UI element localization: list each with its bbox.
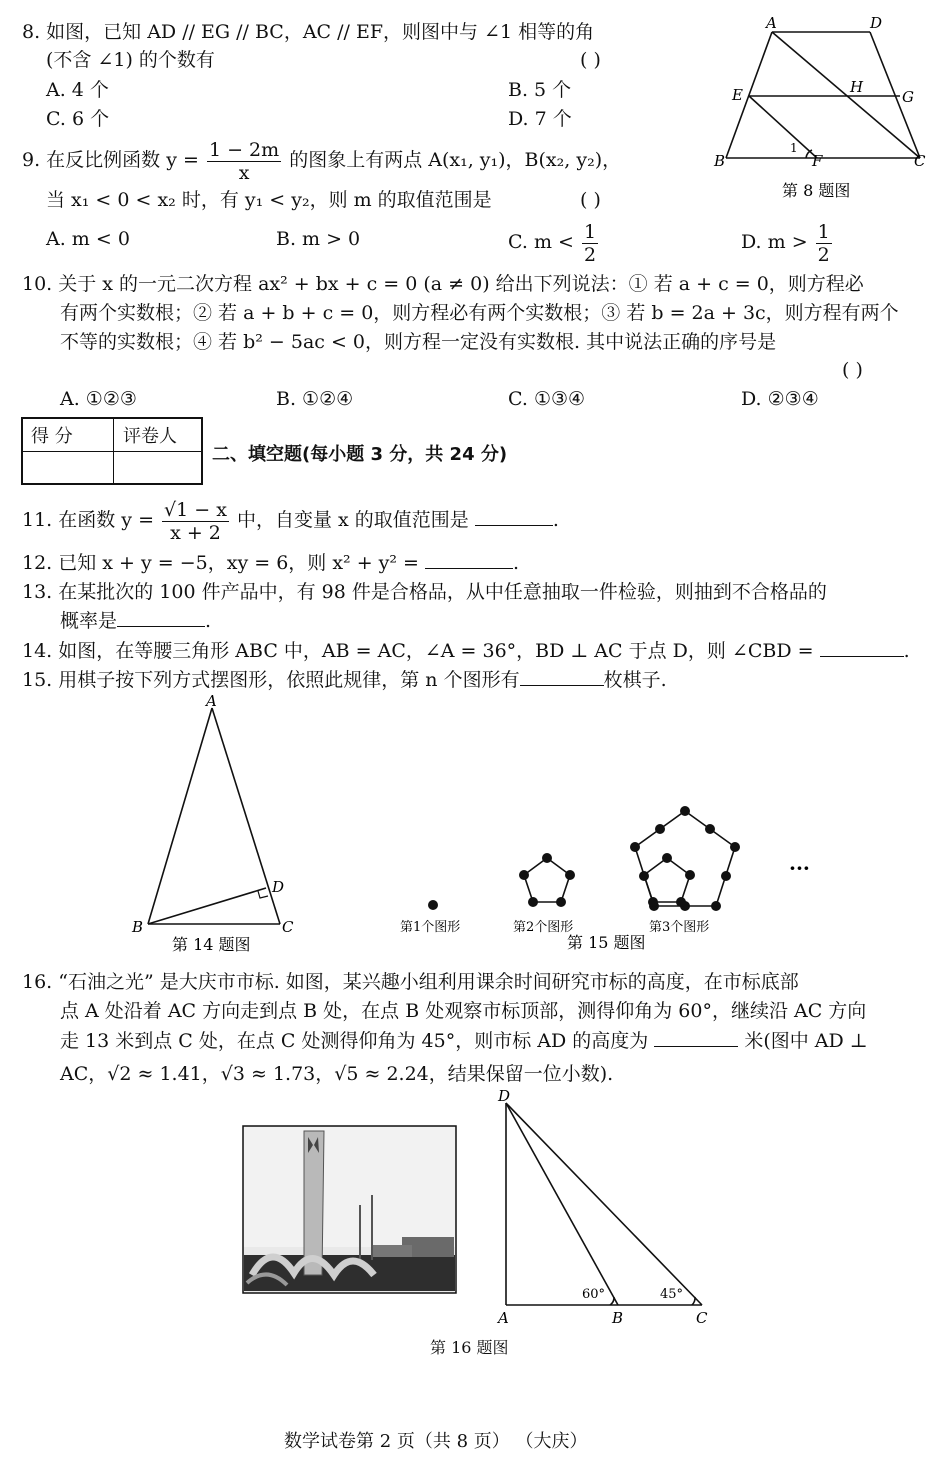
q16-label-a: A <box>498 1309 509 1327</box>
q13-line2-text: 概率是 <box>60 610 118 632</box>
q8-label-angle1: 1 <box>790 141 798 155</box>
q11-fraction-den: x + 2 <box>170 521 221 544</box>
q15-text: 15. 用棋子按下列方式摆图形，依照此规律，第 n 个图形有 <box>22 669 520 691</box>
q8-figure <box>700 10 950 200</box>
q8-option-a: A. 4 个 <box>46 79 109 101</box>
q16-answer-blank[interactable] <box>654 1026 738 1047</box>
q11-suffix: 中，自变量 x 的取值范围是 <box>237 509 469 531</box>
score-label: 得 分 <box>31 426 73 447</box>
q11-end: . <box>552 509 559 531</box>
q8-label-e: E <box>732 86 743 104</box>
q15-caption: 第 15 题图 <box>567 933 646 952</box>
q13-answer-blank[interactable] <box>117 606 205 627</box>
q9-option-d-prefix: D. m > <box>741 231 808 253</box>
q9-option-d <box>741 218 834 266</box>
q8-label-b: B <box>714 152 726 170</box>
q9-option-a: A. m < 0 <box>46 228 130 250</box>
q10-line2: 有两个实数根；② 若 a + b + c = 0，则方程必有两个实数根；③ 若 b = 2a + 3c，则方程有两个 <box>60 302 899 324</box>
q12-line <box>22 548 519 578</box>
q8-label-d: D <box>870 14 883 32</box>
q16-angle-45: 45° <box>660 1287 684 1302</box>
q8-caption: 第 8 题图 <box>782 181 851 200</box>
page-footer: 数学试卷第 2 页（共 8 页） （大庆） <box>284 1431 588 1452</box>
q16-line3 <box>60 1026 868 1056</box>
q9-line2: 当 x₁ < 0 < x₂ 时，有 y₁ < y₂，则 m 的取值范围是 <box>46 189 492 211</box>
q9-paren: ( ) <box>580 189 601 211</box>
q8-label-a: A <box>766 14 777 32</box>
q9-option-c-num: 1 <box>583 220 597 243</box>
q16-line2: 点 A 处沿着 AC 方向走到点 B 处，在点 B 处观察市标顶部，测得仰角为 60°，继续沿 AC 方向 <box>60 1000 867 1022</box>
q8-label-g: G <box>902 88 914 106</box>
q12-end: . <box>513 552 520 574</box>
q10-option-d: D. ②③④ <box>741 388 819 410</box>
q16-label-d: D <box>498 1087 511 1105</box>
q8-label-f: F <box>812 152 823 170</box>
q13-end: . <box>205 610 212 632</box>
q15-fig2-label: 第2个图形 <box>513 920 574 935</box>
q10-line1: 10. 关于 x 的一元二次方程 ax² + bx + c = 0 (a ≠ 0) 给出下列说法：① 若 a + c = 0，则方程必 <box>22 273 864 295</box>
q14-label-a: A <box>206 692 217 710</box>
q9-fraction <box>207 139 281 184</box>
q16-label-c: C <box>696 1309 708 1327</box>
q14-label-b: B <box>132 918 144 936</box>
q11-answer-blank[interactable] <box>475 505 553 526</box>
q16-label-b: B <box>612 1309 624 1327</box>
q14-text: 14. 如图，在等腰三角形 ABC 中，AB = AC，∠A = 36°，BD ⊥ AC 于点 D，则 ∠CBD = <box>22 640 814 662</box>
score-table <box>21 417 203 485</box>
q8-label-h: H <box>850 78 864 96</box>
q9-option-d-den: 2 <box>817 243 830 266</box>
q12-text: 12. 已知 x + y = −5，xy = 6，则 x² + y² = <box>22 552 419 574</box>
grader-label: 评卷人 <box>123 426 177 447</box>
q9-option-c-fraction <box>582 221 598 266</box>
q9-option-c <box>508 218 600 266</box>
q11-line <box>22 496 559 544</box>
q16-photo <box>242 1125 458 1295</box>
q8-paren: ( ) <box>580 49 601 71</box>
q16-line3-prefix: 走 13 米到点 C 处，在点 C 处测得仰角为 45°，则市标 AD 的高度为 <box>60 1030 649 1052</box>
q8-line1: 8. 如图，已知 AD // EG // BC，AC // EF，则图中与 ∠1 相等的角 <box>22 21 595 43</box>
q16-line1: 16. “石油之光” 是大庆市市标. 如图，某兴趣小组利用课余时间研究市标的高度，在市标底部 <box>22 971 799 993</box>
q11-prefix: 11. 在函数 y = <box>22 509 154 531</box>
q13-line1: 13. 在某批次的 100 件产品中，有 98 件是合格品，从中任意抽取一件检验，则抽到不合格品的 <box>22 581 827 603</box>
q9-line1 <box>22 136 621 184</box>
q14-end: . <box>903 640 910 662</box>
q10-option-a: A. ①②③ <box>60 388 137 410</box>
q9-suffix: 的图象上有两点 A(x₁, y₁)，B(x₂, y₂)， <box>289 149 622 171</box>
q15-fig3-label: 第3个图形 <box>649 920 710 935</box>
q9-option-d-num: 1 <box>817 220 830 243</box>
q10-paren: ( ) <box>842 359 863 381</box>
q16-angle-60: 60° <box>582 1287 606 1302</box>
q15-fig1-label: 第1个图形 <box>400 920 461 935</box>
q9-option-c-prefix: C. m < <box>508 231 574 253</box>
q9-option-c-den: 2 <box>583 243 597 266</box>
q14-label-d: D <box>272 878 285 896</box>
q15-line <box>22 665 667 695</box>
q9-fraction-num: 1 − 2m <box>208 138 280 161</box>
q14-answer-blank[interactable] <box>820 636 904 657</box>
q8-option-b: B. 5 个 <box>508 79 572 101</box>
q15-fig1-dot <box>428 900 438 910</box>
q9-fraction-den: x <box>238 161 250 184</box>
q9-option-d-fraction <box>816 221 832 266</box>
q10-line3: 不等的实数根；④ 若 b² − 5ac < 0，则方程一定没有实数根. 其中说法正确的序号是 <box>60 331 777 353</box>
q10-option-c: C. ①③④ <box>508 388 586 410</box>
q10-option-b: B. ①②④ <box>276 388 354 410</box>
section2-title: 二、填空题(每小题 3 分，共 24 分) <box>212 444 508 465</box>
q16-caption: 第 16 题图 <box>430 1338 509 1357</box>
q11-fraction-num: √1 − x <box>164 498 227 521</box>
q8-label-c: C <box>914 152 926 170</box>
q15-figure <box>395 800 845 955</box>
q13-line2 <box>60 606 211 636</box>
q14-figure <box>120 692 320 954</box>
q14-label-c: C <box>282 918 294 936</box>
q8-option-c: C. 6 个 <box>46 108 110 130</box>
q12-answer-blank[interactable] <box>425 548 513 569</box>
q9-prefix: 9. 在反比例函数 y = <box>22 149 199 171</box>
q15-end: 枚棋子. <box>603 669 667 691</box>
q8-line2: (不含 ∠1) 的个数有 <box>46 49 215 71</box>
q14-caption: 第 14 题图 <box>172 935 251 954</box>
q15-ellipsis: ··· <box>789 856 810 880</box>
q16-line3-suffix: 米(图中 AD ⊥ <box>744 1030 868 1052</box>
q11-fraction <box>162 499 229 544</box>
q9-option-b: B. m > 0 <box>276 228 361 250</box>
q8-option-d: D. 7 个 <box>508 108 572 130</box>
q14-line <box>22 636 910 666</box>
q15-answer-blank[interactable] <box>520 665 604 686</box>
q16-line4: AC，√2 ≈ 1.41，√3 ≈ 1.73，√5 ≈ 2.24，结果保留一位小数). <box>60 1063 614 1085</box>
q16-figure <box>490 1085 730 1335</box>
